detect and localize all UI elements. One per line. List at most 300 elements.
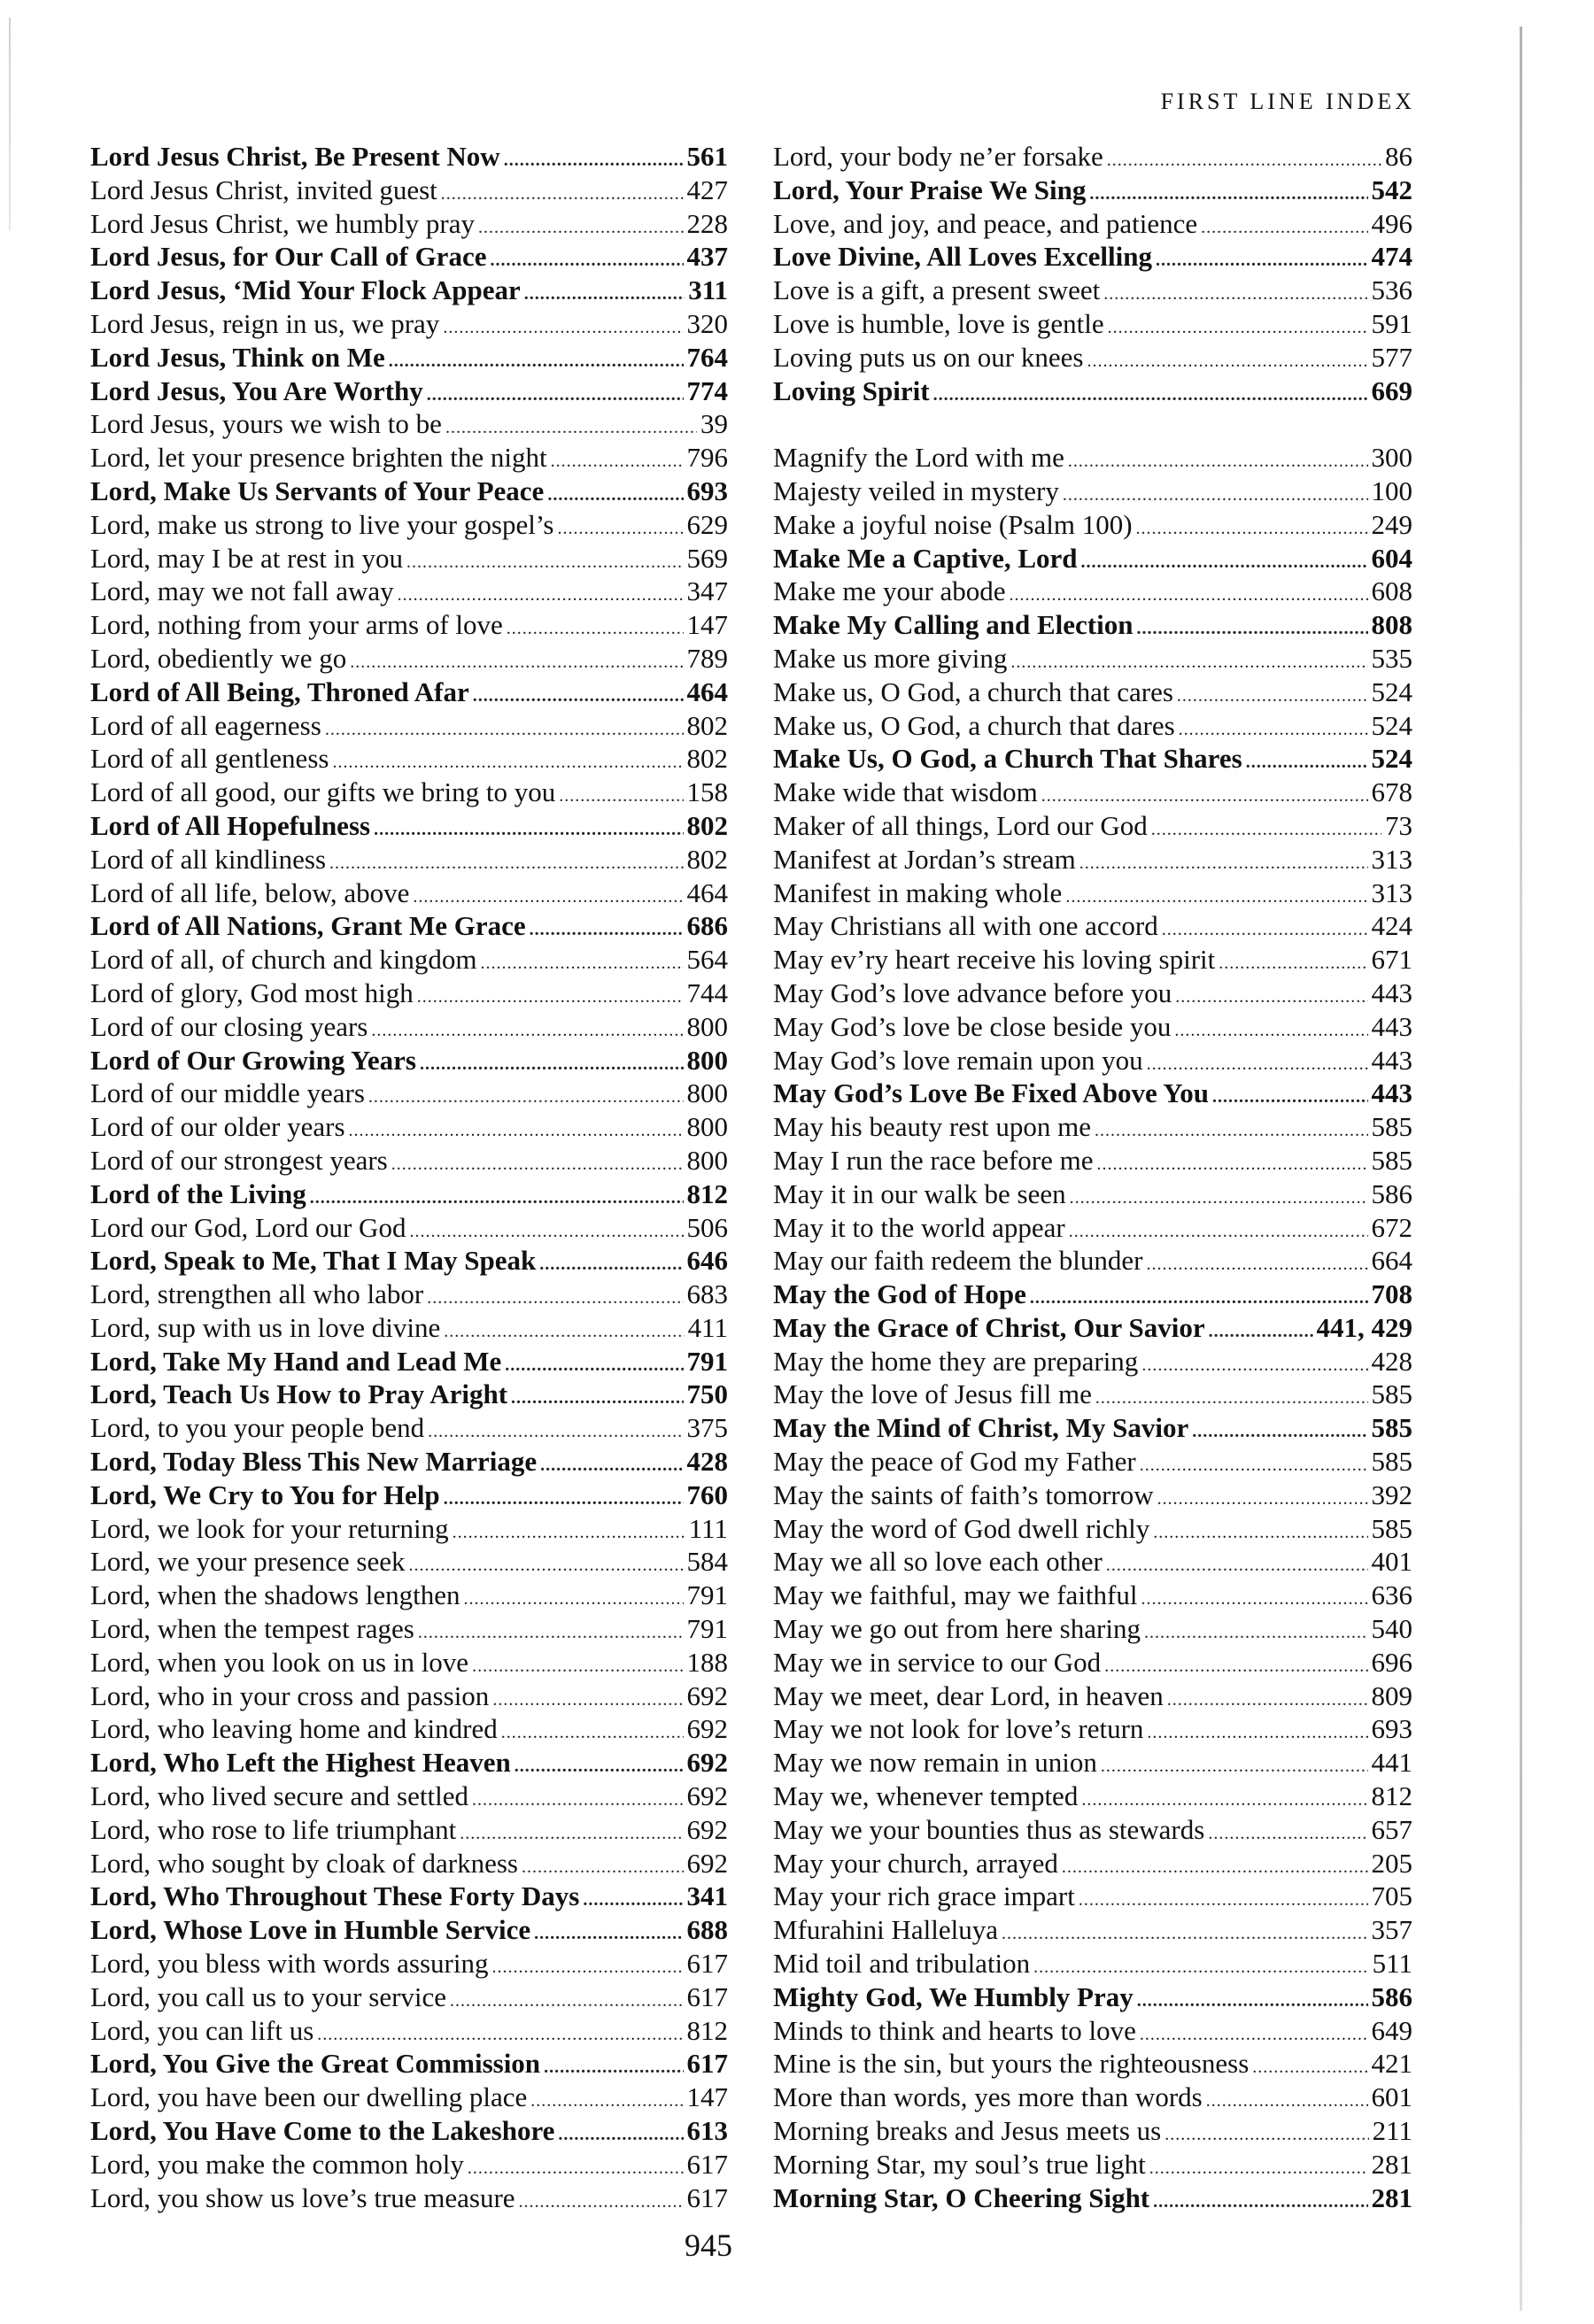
index-entry — [773, 809, 1412, 843]
index-entry — [773, 2114, 1412, 2148]
index-entry — [773, 1044, 1412, 1077]
dot-leader — [1103, 278, 1367, 312]
index-entry — [773, 1278, 1412, 1311]
entry-title: Lord of our middle years — [90, 1077, 365, 1109]
hymn-number: 791 — [686, 1613, 728, 1645]
hymn-number: 629 — [686, 508, 728, 540]
entry-title: Lord, may we not fall away — [90, 575, 394, 607]
dot-leader — [349, 1115, 684, 1148]
entry-title: Lord, Take My Hand and Lead Me — [90, 1345, 502, 1377]
hymn-number: 585 — [1371, 1412, 1412, 1444]
dot-leader — [1147, 1717, 1367, 1750]
entry-title: May God’s love advance before you — [773, 977, 1172, 1008]
index-entry — [90, 1445, 728, 1479]
hymn-number: 791 — [686, 1579, 728, 1611]
index-entry — [773, 676, 1412, 709]
index-entry — [773, 1512, 1412, 1546]
index-entry — [90, 1913, 728, 1947]
index-entry — [773, 1411, 1412, 1445]
hymn-number: 428 — [1371, 1345, 1412, 1377]
dot-leader — [558, 513, 684, 546]
hymn-number: 809 — [1371, 1679, 1412, 1711]
entry-title: Lord, Who Throughout These Forty Days — [90, 1880, 580, 1912]
dot-leader — [501, 1717, 684, 1750]
entry-title: Lord, you can lift us — [90, 2014, 314, 2046]
index-entry — [90, 1646, 728, 1679]
index-entry — [90, 341, 728, 374]
entry-title: Loving Spirit — [773, 374, 930, 406]
hymn-number: 39 — [700, 408, 728, 440]
dot-leader — [1149, 2152, 1368, 2186]
hymn-number: 542 — [1371, 174, 1412, 205]
entry-title: Lord of All Hopefulness — [90, 809, 371, 841]
entry-title: Lord, Who Left the Highest Heaven — [90, 1747, 511, 1779]
entry-title: Lord Jesus, You Are Worthy — [90, 374, 423, 406]
entry-title: May the God of Hope — [773, 1278, 1026, 1310]
dot-leader — [371, 1015, 683, 1048]
entry-title: Lord Jesus Christ, we humbly pray — [90, 207, 475, 239]
entry-title: Lord, obediently we go — [90, 642, 347, 674]
index-entry — [773, 1880, 1412, 1913]
hymn-number: 657 — [1371, 1813, 1412, 1845]
entry-title: Lord, Your Praise We Sing — [773, 174, 1087, 205]
index-entry — [773, 1110, 1412, 1144]
entry-title: Make a joyful noise (Psalm 100) — [773, 508, 1133, 540]
dot-leader — [480, 947, 683, 981]
index-entry — [90, 977, 728, 1010]
index-entry — [773, 1746, 1412, 1780]
entry-title: May we go out from here sharing — [773, 1613, 1141, 1645]
dot-leader — [1156, 244, 1368, 278]
dot-leader — [1081, 546, 1368, 580]
index-entry — [773, 1177, 1412, 1211]
dot-leader — [1208, 1818, 1367, 1851]
index-entry — [773, 1211, 1412, 1245]
index-entry — [773, 1479, 1412, 1512]
entry-title: Lord, We Cry to You for Help — [90, 1479, 440, 1510]
running-head: FIRST LINE INDEX — [1160, 89, 1415, 114]
dot-leader — [534, 1918, 683, 1951]
entry-title: Lord, who leaving home and kindred — [90, 1713, 498, 1745]
entry-title: May the Mind of Christ, My Savior — [773, 1412, 1189, 1444]
hymn-number: 347 — [686, 575, 728, 607]
dot-leader — [1165, 2119, 1368, 2152]
index-entry — [90, 374, 728, 408]
hymn-number: 311 — [688, 274, 728, 306]
hymn-number: 411 — [687, 1311, 728, 1343]
index-entry — [773, 274, 1412, 307]
entry-title: Lord of our older years — [90, 1111, 345, 1143]
hymn-number: 249 — [1371, 508, 1412, 540]
index-entry — [773, 608, 1412, 642]
entry-title: Lord Jesus Christ, Be Present Now — [90, 141, 500, 172]
hymn-number: 464 — [686, 876, 728, 908]
entry-title: May the word of God dwell richly — [773, 1512, 1150, 1544]
hymn-number: 524 — [1371, 709, 1412, 741]
entry-title: Lord our God, Lord our God — [90, 1211, 406, 1243]
index-entry — [773, 240, 1412, 274]
entry-title: Lord, we your presence seek — [90, 1546, 406, 1578]
hymn-number: 800 — [686, 1144, 728, 1176]
index-entry — [90, 475, 728, 508]
hymn-number: 669 — [1371, 374, 1412, 406]
entry-title: Love is humble, love is gentle — [773, 307, 1104, 339]
entry-title: Lord of all eagerness — [90, 709, 321, 741]
index-entry — [90, 307, 728, 341]
hymn-number: 802 — [686, 809, 728, 841]
index-entry — [773, 709, 1412, 743]
dot-leader — [478, 212, 684, 245]
hymn-number: 281 — [1371, 2148, 1412, 2180]
entry-title: Lord Jesus Christ, invited guest — [90, 174, 437, 205]
index-entry — [90, 441, 728, 475]
dot-leader — [1167, 1684, 1368, 1718]
entry-title: May we, whenever tempted — [773, 1780, 1079, 1812]
entry-title: May the peace of God my Father — [773, 1446, 1136, 1478]
hymn-number: 437 — [686, 241, 728, 273]
dot-leader — [504, 144, 684, 178]
entry-title: Lord, You Give the Great Commission — [90, 2048, 541, 2080]
index-entry — [90, 1479, 728, 1512]
index-entry — [90, 508, 728, 542]
hymn-number: 693 — [686, 475, 728, 506]
entry-title: Morning Star, O Cheering Sight — [773, 2181, 1150, 2213]
dot-leader — [507, 613, 684, 646]
index-entry — [773, 1980, 1412, 2014]
hymn-number: 636 — [1371, 1579, 1412, 1611]
entry-title: May we not look for love’s return — [773, 1713, 1144, 1745]
hymn-number: 664 — [1371, 1245, 1412, 1277]
hymn-number: 678 — [1371, 776, 1412, 808]
hymn-number: 812 — [686, 1177, 728, 1209]
entry-title: Lord of All Being, Throned Afar — [90, 676, 469, 707]
hymn-number: 428 — [686, 1446, 728, 1478]
index-entry — [90, 1411, 728, 1445]
index-entry — [90, 174, 728, 207]
index-entry — [773, 909, 1412, 943]
hymn-number: 613 — [686, 2115, 728, 2147]
index-entry — [773, 2181, 1412, 2215]
index-entry — [773, 2047, 1412, 2081]
dot-leader — [1079, 1884, 1368, 1918]
hymn-number: 392 — [1371, 1479, 1412, 1510]
entry-title: Lord, you show us love’s true measure — [90, 2181, 515, 2213]
dot-leader — [539, 1248, 683, 1282]
dot-leader — [1153, 2186, 1367, 2220]
hymn-number: 211 — [1372, 2115, 1412, 2147]
entry-title: Lord Jesus, for Our Call of Grace — [90, 241, 487, 273]
entry-title: Lord, may I be at rest in you — [90, 542, 403, 574]
dot-leader — [427, 379, 684, 413]
index-entry — [90, 1545, 728, 1579]
dot-leader — [551, 445, 684, 479]
hymn-number: 800 — [686, 1044, 728, 1076]
index-entry — [90, 909, 728, 943]
index-entry — [90, 140, 728, 174]
entry-title: Lord of all gentleness — [90, 743, 329, 775]
index-entry — [90, 608, 728, 642]
index-entry — [90, 2081, 728, 2114]
entry-title: Lord, we look for your returning — [90, 1512, 449, 1544]
hymn-number: 564 — [686, 944, 728, 976]
index-entry — [90, 709, 728, 743]
hymn-number: 750 — [686, 1378, 728, 1410]
index-entry — [773, 1244, 1412, 1278]
dot-leader — [389, 345, 684, 379]
entry-title: Lord Jesus, ‘Mid Your Flock Appear — [90, 274, 521, 306]
dot-leader — [453, 1517, 685, 1550]
index-entry — [773, 1947, 1412, 1980]
index-entry — [90, 1512, 728, 1546]
dot-leader — [1144, 1617, 1368, 1650]
index-entry — [773, 1679, 1412, 1713]
dot-leader — [406, 546, 684, 580]
entry-title: May we meet, dear Lord, in heaven — [773, 1679, 1164, 1711]
dot-leader — [505, 1349, 683, 1383]
index-entry — [90, 2148, 728, 2181]
index-entry — [90, 1144, 728, 1177]
dot-leader — [530, 914, 684, 947]
dot-leader — [491, 1951, 683, 1985]
entry-title: May his beauty rest upon me — [773, 1111, 1092, 1143]
hymn-number: 608 — [1371, 575, 1412, 607]
entry-title: Lord, You Have Come to the Lakeshore — [90, 2115, 555, 2147]
entry-title: Lord, your body ne’er forsake — [773, 141, 1103, 172]
dot-leader — [1209, 1316, 1313, 1349]
dot-leader — [443, 312, 683, 345]
index-entry — [773, 1712, 1412, 1746]
dot-leader — [1002, 1918, 1368, 1951]
hymn-number: 100 — [1371, 475, 1412, 506]
index-entry — [90, 742, 728, 776]
index-entry — [773, 1445, 1412, 1479]
hymn-number: 496 — [1371, 207, 1412, 239]
entry-title: Lord, who rose to life triumphant — [90, 1813, 457, 1845]
entry-title: Lord Jesus, yours we wish to be — [90, 408, 442, 440]
hymn-number: 73 — [1385, 809, 1412, 841]
hymn-number: 796 — [686, 442, 728, 474]
hymn-number: 774 — [686, 374, 728, 406]
index-entry — [773, 1545, 1412, 1579]
index-entry — [90, 876, 728, 910]
dot-leader — [559, 780, 683, 814]
index-entry — [90, 1746, 728, 1780]
index-entry — [773, 1913, 1412, 1947]
entry-title: Lord, to you your people bend — [90, 1412, 425, 1444]
hymn-number: 586 — [1371, 1980, 1412, 2012]
entry-title: May God’s love be close beside you — [773, 1010, 1172, 1042]
hymn-number: 577 — [1371, 341, 1412, 373]
hymn-number: 158 — [686, 776, 728, 808]
entry-title: Lord, Today Bless This New Marriage — [90, 1446, 538, 1478]
hymn-number: 205 — [1371, 1847, 1412, 1879]
entry-title: Lord of our closing years — [90, 1010, 368, 1042]
hymn-number: 524 — [1371, 676, 1412, 707]
hymn-number: 705 — [1371, 1880, 1412, 1912]
dot-leader — [1151, 814, 1381, 847]
entry-title: Make Us, O God, a Church That Shares — [773, 743, 1242, 775]
hymn-number: 617 — [686, 2148, 728, 2180]
index-entry — [90, 776, 728, 809]
dot-leader — [1106, 1549, 1368, 1583]
entry-title: Make us, O God, a church that dares — [773, 709, 1175, 741]
hymn-number: 585 — [1371, 1512, 1412, 1544]
entry-title: Mine is the sin, but yours the righteousness — [773, 2048, 1250, 2080]
hymn-number: 802 — [686, 743, 728, 775]
index-entry — [90, 1980, 728, 2014]
index-entry — [773, 575, 1412, 608]
index-entry — [773, 1646, 1412, 1679]
dot-leader — [472, 1650, 683, 1684]
dot-leader — [1192, 1416, 1367, 1449]
hymn-number: 812 — [686, 2014, 728, 2046]
hymn-number: 591 — [1371, 307, 1412, 339]
entry-title: May we faithful, may we faithful — [773, 1579, 1138, 1611]
hymn-number: 443 — [1371, 977, 1412, 1008]
hymn-number: 617 — [686, 1980, 728, 2012]
hymn-number: 357 — [1371, 1914, 1412, 1946]
dot-leader — [933, 379, 1368, 413]
entry-title: Lord, Teach Us How to Pray Aright — [90, 1378, 508, 1410]
dot-leader — [450, 1985, 683, 2019]
hymn-number: 696 — [1371, 1646, 1412, 1678]
hymn-number: 800 — [686, 1077, 728, 1109]
dot-leader — [1070, 1182, 1368, 1216]
index-entry — [773, 542, 1412, 575]
entry-title: May the saints of faith’s tomorrow — [773, 1479, 1154, 1510]
hymn-number: 585 — [1371, 1111, 1412, 1143]
dot-leader — [1175, 981, 1367, 1015]
index-entry — [773, 2081, 1412, 2114]
dot-leader — [1177, 680, 1368, 714]
hymn-number: 586 — [1371, 1177, 1412, 1209]
hymn-number: 147 — [686, 609, 728, 641]
index-entry — [773, 1010, 1412, 1044]
dot-leader — [1246, 746, 1368, 780]
entry-title: Magnify the Lord with me — [773, 442, 1064, 474]
entry-title: Lord, you have been our dwelling place — [90, 2081, 528, 2113]
dot-leader — [1136, 613, 1367, 646]
index-entry — [773, 2148, 1412, 2181]
index-entry — [90, 1780, 728, 1813]
entry-title: Lord of Our Growing Years — [90, 1044, 416, 1076]
hymn-number: 506 — [686, 1211, 728, 1243]
hymn-number: 585 — [1371, 1446, 1412, 1478]
hymn-number: 649 — [1371, 2014, 1412, 2046]
hymn-number: 569 — [686, 542, 728, 574]
hymn-number: 585 — [1371, 1144, 1412, 1176]
dot-leader — [417, 981, 684, 1015]
entry-title: Love Divine, All Loves Excelling — [773, 241, 1152, 273]
hymn-number: 474 — [1371, 241, 1412, 273]
dot-leader — [1095, 1115, 1367, 1148]
entry-title: More than words, yes more than words — [773, 2081, 1203, 2113]
entry-title: May Christians all with one accord — [773, 910, 1158, 942]
entry-title: Lord of the Living — [90, 1177, 306, 1209]
entry-title: Lord, when you look on us in love — [90, 1646, 469, 1678]
dot-leader — [558, 2119, 683, 2152]
dot-leader — [1136, 513, 1368, 546]
hymn-number: 789 — [686, 642, 728, 674]
entry-title: May your rich grace impart — [773, 1880, 1075, 1912]
hymn-number: 693 — [1371, 1713, 1412, 1745]
dot-leader — [374, 814, 683, 847]
dot-leader — [547, 479, 683, 513]
hymn-number: 800 — [686, 1111, 728, 1143]
dot-leader — [464, 1583, 684, 1617]
index-entry — [773, 207, 1412, 241]
index-entry — [773, 1847, 1412, 1880]
hymn-number: 524 — [1371, 743, 1412, 775]
index-entry — [90, 1712, 728, 1746]
index-entry — [90, 1378, 728, 1411]
hymn-number: 441, 429 — [1316, 1311, 1412, 1343]
index-entry — [773, 307, 1412, 341]
hymn-number: 744 — [686, 977, 728, 1008]
entry-title: Maker of all things, Lord our God — [773, 809, 1148, 841]
hymn-number: 536 — [1371, 274, 1412, 306]
hymn-number: 646 — [686, 1245, 728, 1277]
dot-leader — [1062, 1851, 1368, 1885]
hymn-number: 584 — [686, 1546, 728, 1578]
dot-leader — [325, 714, 684, 747]
hymn-number: 812 — [1371, 1780, 1412, 1812]
entry-title: Majesty veiled in mystery — [773, 475, 1059, 506]
hymn-number: 617 — [686, 2048, 728, 2080]
entry-title: May it to the world appear — [773, 1211, 1065, 1243]
hymn-number: 561 — [686, 141, 728, 172]
index-entry — [773, 776, 1412, 809]
index-entry — [90, 809, 728, 843]
dot-leader — [583, 1884, 683, 1918]
index-entry — [90, 575, 728, 608]
entry-title: May ev’ry heart receive his loving spirit — [773, 944, 1216, 976]
entry-title: Lord, let your presence brighten the night — [90, 442, 547, 474]
dot-leader — [472, 1784, 684, 1818]
entry-title: May your church, arrayed — [773, 1847, 1058, 1879]
entry-title: Minds to think and hearts to love — [773, 2014, 1136, 2046]
hymn-number: 511 — [1372, 1948, 1412, 1980]
hymn-number: 808 — [1371, 609, 1412, 641]
dot-leader — [1147, 1248, 1368, 1282]
dot-leader — [1206, 2085, 1368, 2119]
entry-title: Lord, you call us to your service — [90, 1980, 447, 2012]
right-index-column — [773, 140, 1412, 2214]
dot-leader — [1201, 212, 1367, 245]
index-entry — [90, 2014, 728, 2048]
dot-leader — [1141, 1583, 1367, 1617]
hymn-number: 764 — [686, 341, 728, 373]
index-entry — [773, 843, 1412, 876]
entry-title: May I run the race before me — [773, 1144, 1094, 1176]
dot-leader — [427, 1282, 683, 1316]
hymn-number: 692 — [686, 1780, 728, 1812]
index-entry — [90, 274, 728, 307]
hymn-number: 535 — [1371, 642, 1412, 674]
index-entry — [90, 2181, 728, 2215]
entry-title: Lord, Speak to Me, That I May Speak — [90, 1245, 537, 1277]
entry-title: May God’s love remain upon you — [773, 1044, 1143, 1076]
index-entry — [90, 1847, 728, 1880]
index-entry — [90, 2047, 728, 2081]
hymn-number: 672 — [1371, 1211, 1412, 1243]
index-entry — [773, 341, 1412, 374]
index-entry — [90, 1679, 728, 1713]
entry-title: Lord, who sought by cloak of darkness — [90, 1847, 518, 1879]
dot-leader — [1108, 312, 1368, 345]
hymn-number: 443 — [1371, 1077, 1412, 1109]
dot-leader — [1219, 947, 1367, 981]
